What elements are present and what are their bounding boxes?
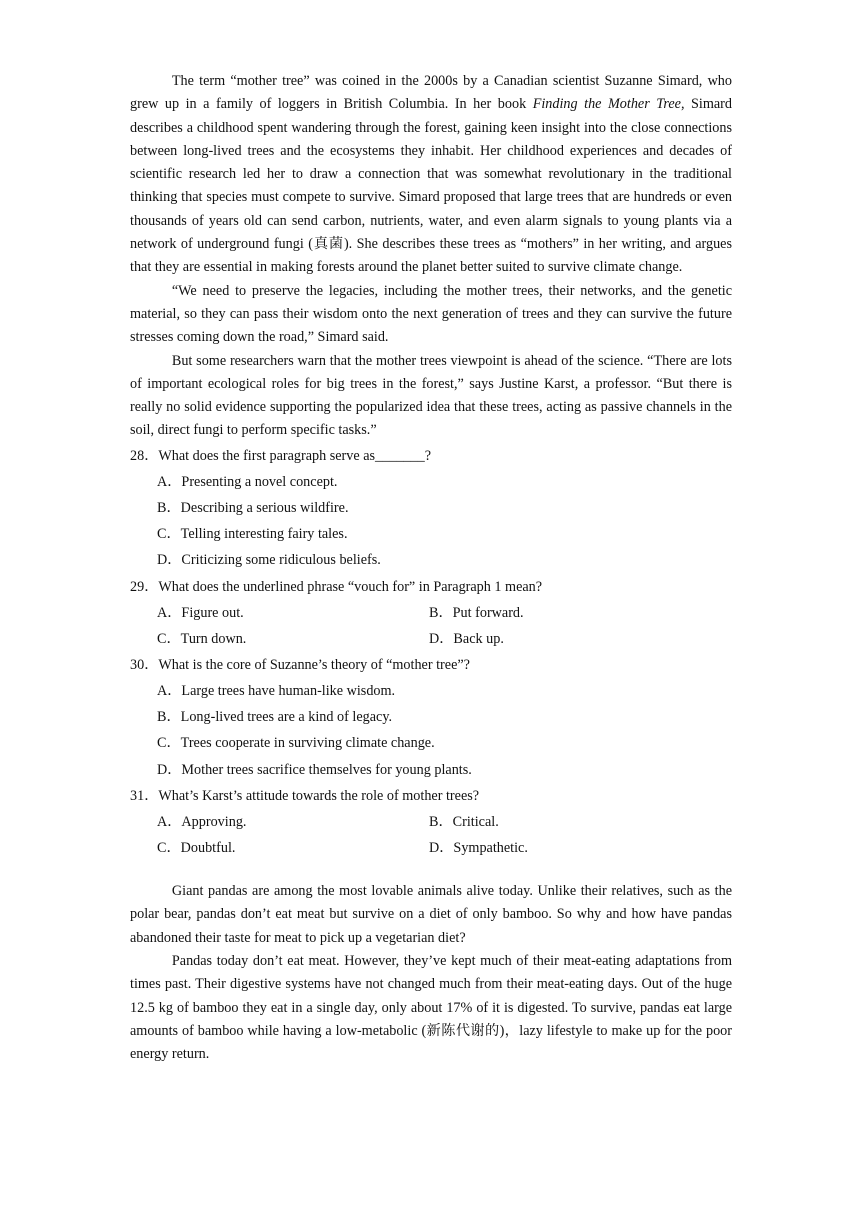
question-30-option-c: C．Trees cooperate in surviving climate change. [157,735,435,752]
document-body [130,70,732,1067]
passage2-paragraph1: Giant pandas are among the most lovable animals alive today. Unlike their relatives, such as the polar bear, pandas don’t eat meat but survive on a diet of only bamboo. So why and how have pandas abandoned their taste for meat to pick up a vegetarian diet? [130,883,732,946]
question-30-option-d: D．Mother trees sacrifice themselves for young plants. [157,761,472,778]
question-31-option-a: A．Approving. [157,813,247,830]
section-gap [130,861,732,880]
passage1-paragraph2: “We need to preserve the legacies, including the mother trees, their networks, and the genetic material, so they can pass their wisdom onto the next generation of trees and they can survive the future stresses coming down the road,” Simard said. [130,282,732,346]
passage1-paragraph1-text-a: The term “mother tree” was coined in the 2000s by a Canadian scientist Suzanne Simard, who grew up in a family of loggers in British Columbia. In her book [130,73,732,113]
question-30-option-b: B．Long-lived trees are a kind of legacy. [157,709,393,726]
question-31-option-d: D．Sympathetic. [429,839,528,856]
question-28-option-a: A．Presenting a novel concept. [157,473,338,490]
question-28-option-b: B．Describing a serious wildfire. [157,499,349,516]
question-30-option-a: A．Large trees have human-like wisdom. [157,682,396,699]
passage1-paragraph1 [130,70,732,280]
question-28-option-c: C．Telling interesting fairy tales. [157,526,348,543]
question-30 [130,652,732,783]
question-29-options-row1 [130,600,732,626]
question-29-stem: 29．What does the underlined phrase “vouch for” in Paragraph 1 mean? [130,578,543,595]
question-29-option-c: C．Turn down. [157,630,247,647]
question-29-option-d: D．Back up. [429,630,504,647]
passage1-paragraph3: But some researchers warn that the mother trees viewpoint is ahead of the science. “There are lots of important ecological roles for big trees in the forest,” says Justine Karst, a professor. “But there is really no solid evidence supporting the popularized idea that these trees, acting as passive channels in the soil, direct fungi to perform specific tasks.” [130,352,732,439]
question-28-stem: 28．What does the first paragraph serve as_______? [130,447,431,464]
book-title: Finding the Mother Tree [532,96,681,113]
question-31-option-c: C．Doubtful. [157,839,236,856]
question-28-option-d: D．Criticizing some ridiculous beliefs. [157,552,381,569]
question-31-option-b: B．Critical. [429,813,499,830]
question-29-options-row2 [130,626,732,652]
question-29-option-b: B．Put forward. [429,604,524,621]
question-29 [130,574,732,652]
question-30-stem: 30．What is the core of Suzanne’s theory of “mother tree”? [130,656,470,673]
question-29-option-a: A．Figure out. [157,604,244,621]
question-28 [130,443,732,574]
question-31-stem: 31．What’s Karst’s attitude towards the role of mother trees? [130,787,480,804]
question-31-options-row1 [130,809,732,835]
passage1-paragraph1-text-b: , Simard describes a childhood spent wandering through the forest, gaining keen insight into the close connections between long-lived trees and the ecosystems they inhabit. Her childhood experiences and decades of scientific research led her to draw a connection that was somewhat revolutionary in the traditional thinking that species must compete to survive. Simard proposed that large trees that are hundreds or even thousands of years old can send carbon, nutrients, water, and even alarm signals to young plants via a network of underground fungi (真菌). She describes these trees as “mothers” in her writing, and argues that they are essential in making forests around the planet better suited to survive climate change. [130,96,732,276]
question-31 [130,783,732,861]
question-31-options-row2 [130,835,732,861]
passage2-paragraph2: Pandas today don’t eat meat. However, they’ve kept much of their meat-eating adaptations from times past. Their digestive systems have not changed much from their meat-eating days. Out of the huge 12.5 kg of bamboo they eat in a single day, only about 17% of it is digested. To survive, pandas eat large amounts of bamboo while having a low-metabolic (新陈代谢的)，lazy lifestyle to make up for the poor energy return. [130,953,732,1063]
